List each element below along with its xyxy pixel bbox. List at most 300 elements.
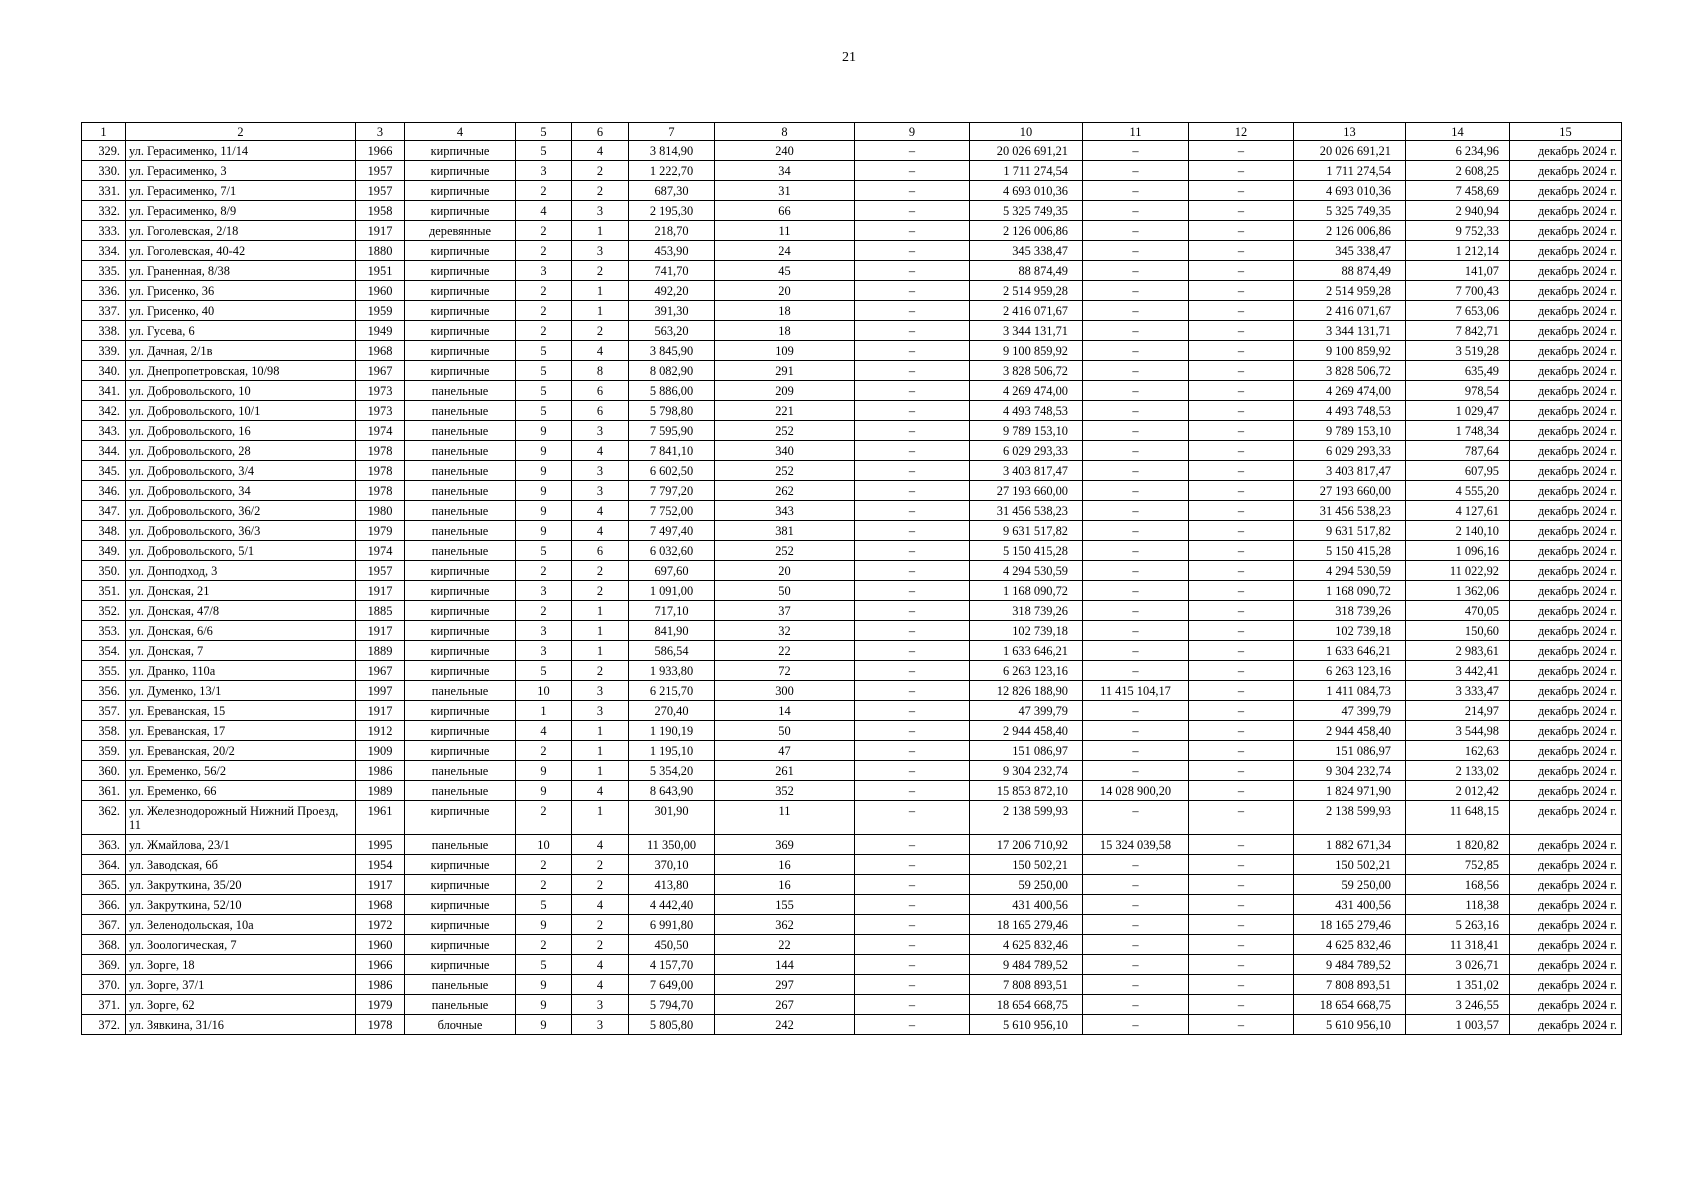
deadline-cell: декабрь 2024 г.: [1510, 521, 1622, 541]
col-9-cell: –: [855, 581, 970, 601]
col-12-cell: –: [1189, 801, 1294, 835]
year-built-cell: 1917: [356, 875, 405, 895]
address-cell: ул. Добровольского, 10: [126, 381, 356, 401]
entrances-cell: 1: [572, 741, 629, 761]
col-13-cell: 2 138 599,93: [1294, 801, 1406, 835]
floors-cell: 4: [516, 721, 572, 741]
year-built-cell: 1954: [356, 855, 405, 875]
col-9-cell: –: [855, 221, 970, 241]
wall-material-cell: кирпичные: [405, 261, 516, 281]
row-number-cell: 363.: [82, 835, 126, 855]
wall-material-cell: кирпичные: [405, 855, 516, 875]
row-number-cell: 342.: [82, 401, 126, 421]
column-header-6: 6: [572, 123, 629, 141]
col-14-cell: 4 127,61: [1406, 501, 1510, 521]
col-9-cell: –: [855, 681, 970, 701]
address-cell: ул. Железнодорожный Нижний Проезд, 11: [126, 801, 356, 835]
wall-material-cell: кирпичные: [405, 561, 516, 581]
floors-cell: 5: [516, 401, 572, 421]
row-number-cell: 350.: [82, 561, 126, 581]
entrances-cell: 8: [572, 361, 629, 381]
row-number-cell: 364.: [82, 855, 126, 875]
address-cell: ул. Добровольского, 36/2: [126, 501, 356, 521]
year-built-cell: 1917: [356, 701, 405, 721]
year-built-cell: 1958: [356, 201, 405, 221]
column-header-15: 15: [1510, 123, 1622, 141]
total-cost-cell: 18 654 668,75: [970, 995, 1083, 1015]
year-built-cell: 1974: [356, 421, 405, 441]
area-cell: 6 991,80: [629, 915, 715, 935]
floors-cell: 3: [516, 261, 572, 281]
residents-cell: 252: [715, 421, 855, 441]
col-11-cell: 11 415 104,17: [1083, 681, 1189, 701]
row-number-cell: 351.: [82, 581, 126, 601]
area-cell: 450,50: [629, 935, 715, 955]
residents-cell: 369: [715, 835, 855, 855]
col-14-cell: 3 544,98: [1406, 721, 1510, 741]
total-cost-cell: 2 126 006,86: [970, 221, 1083, 241]
column-header-12: 12: [1189, 123, 1294, 141]
wall-material-cell: кирпичные: [405, 621, 516, 641]
column-header-1: 1: [82, 123, 126, 141]
wall-material-cell: панельные: [405, 421, 516, 441]
col-12-cell: –: [1189, 561, 1294, 581]
year-built-cell: 1961: [356, 801, 405, 835]
floors-cell: 9: [516, 1015, 572, 1035]
col-14-cell: 607,95: [1406, 461, 1510, 481]
col-9-cell: –: [855, 875, 970, 895]
year-built-cell: 1978: [356, 1015, 405, 1035]
year-built-cell: 1979: [356, 995, 405, 1015]
col-9-cell: –: [855, 621, 970, 641]
col-12-cell: –: [1189, 975, 1294, 995]
entrances-cell: 4: [572, 835, 629, 855]
col-13-cell: 2 416 071,67: [1294, 301, 1406, 321]
deadline-cell: декабрь 2024 г.: [1510, 541, 1622, 561]
entrances-cell: 4: [572, 341, 629, 361]
col-11-cell: –: [1083, 601, 1189, 621]
area-cell: 717,10: [629, 601, 715, 621]
area-cell: 563,20: [629, 321, 715, 341]
area-cell: 5 886,00: [629, 381, 715, 401]
area-cell: 8 643,90: [629, 781, 715, 801]
year-built-cell: 1959: [356, 301, 405, 321]
residents-cell: 262: [715, 481, 855, 501]
residents-cell: 362: [715, 915, 855, 935]
deadline-cell: декабрь 2024 г.: [1510, 701, 1622, 721]
table-row: [82, 621, 1622, 641]
total-cost-cell: 1 633 646,21: [970, 641, 1083, 661]
area-cell: 5 798,80: [629, 401, 715, 421]
wall-material-cell: панельные: [405, 541, 516, 561]
address-cell: ул. Зорге, 62: [126, 995, 356, 1015]
col-13-cell: 3 403 817,47: [1294, 461, 1406, 481]
wall-material-cell: кирпичные: [405, 641, 516, 661]
table-row: [82, 221, 1622, 241]
address-cell: ул. Донподход, 3: [126, 561, 356, 581]
deadline-cell: декабрь 2024 г.: [1510, 221, 1622, 241]
wall-material-cell: кирпичные: [405, 801, 516, 835]
col-14-cell: 11 022,92: [1406, 561, 1510, 581]
floors-cell: 5: [516, 361, 572, 381]
area-cell: 5 354,20: [629, 761, 715, 781]
address-cell: ул. Грисенко, 40: [126, 301, 356, 321]
col-11-cell: –: [1083, 801, 1189, 835]
residents-cell: 22: [715, 935, 855, 955]
area-cell: 1 933,80: [629, 661, 715, 681]
year-built-cell: 1968: [356, 895, 405, 915]
table-row: [82, 181, 1622, 201]
col-12-cell: –: [1189, 1015, 1294, 1035]
col-11-cell: 15 324 039,58: [1083, 835, 1189, 855]
col-9-cell: –: [855, 601, 970, 621]
address-cell: ул. Зеленодольская, 10а: [126, 915, 356, 935]
column-header-2: 2: [126, 123, 356, 141]
total-cost-cell: 1 711 274,54: [970, 161, 1083, 181]
year-built-cell: 1968: [356, 341, 405, 361]
total-cost-cell: 2 138 599,93: [970, 801, 1083, 835]
col-13-cell: 102 739,18: [1294, 621, 1406, 641]
col-13-cell: 151 086,97: [1294, 741, 1406, 761]
col-9-cell: –: [855, 341, 970, 361]
floors-cell: 5: [516, 141, 572, 161]
col-12-cell: –: [1189, 281, 1294, 301]
floors-cell: 1: [516, 701, 572, 721]
area-cell: 5 794,70: [629, 995, 715, 1015]
col-14-cell: 3 442,41: [1406, 661, 1510, 681]
col-11-cell: –: [1083, 501, 1189, 521]
col-12-cell: –: [1189, 381, 1294, 401]
table-row: [82, 955, 1622, 975]
deadline-cell: декабрь 2024 г.: [1510, 855, 1622, 875]
address-cell: ул. Зоологическая, 7: [126, 935, 356, 955]
row-number-cell: 341.: [82, 381, 126, 401]
total-cost-cell: 9 484 789,52: [970, 955, 1083, 975]
col-9-cell: –: [855, 761, 970, 781]
address-cell: ул. Донская, 6/6: [126, 621, 356, 641]
col-9-cell: –: [855, 321, 970, 341]
residents-cell: 20: [715, 281, 855, 301]
col-9-cell: –: [855, 721, 970, 741]
residents-cell: 155: [715, 895, 855, 915]
residents-cell: 50: [715, 721, 855, 741]
floors-cell: 4: [516, 201, 572, 221]
entrances-cell: 2: [572, 321, 629, 341]
col-12-cell: –: [1189, 915, 1294, 935]
address-cell: ул. Добровольского, 10/1: [126, 401, 356, 421]
table-row: [82, 741, 1622, 761]
col-13-cell: 1 633 646,21: [1294, 641, 1406, 661]
entrances-cell: 4: [572, 975, 629, 995]
col-14-cell: 2 940,94: [1406, 201, 1510, 221]
table-row: [82, 141, 1622, 161]
table-row: [82, 681, 1622, 701]
wall-material-cell: панельные: [405, 521, 516, 541]
floors-cell: 2: [516, 801, 572, 835]
total-cost-cell: 150 502,21: [970, 855, 1083, 875]
column-header-13: 13: [1294, 123, 1406, 141]
row-number-cell: 331.: [82, 181, 126, 201]
row-number-cell: 357.: [82, 701, 126, 721]
col-14-cell: 11 648,15: [1406, 801, 1510, 835]
total-cost-cell: 102 739,18: [970, 621, 1083, 641]
floors-cell: 9: [516, 421, 572, 441]
wall-material-cell: панельные: [405, 781, 516, 801]
residents-cell: 18: [715, 301, 855, 321]
total-cost-cell: 9 100 859,92: [970, 341, 1083, 361]
entrances-cell: 1: [572, 301, 629, 321]
wall-material-cell: блочные: [405, 1015, 516, 1035]
total-cost-cell: 3 344 131,71: [970, 321, 1083, 341]
deadline-cell: декабрь 2024 г.: [1510, 441, 1622, 461]
row-number-cell: 337.: [82, 301, 126, 321]
col-14-cell: 150,60: [1406, 621, 1510, 641]
deadline-cell: декабрь 2024 г.: [1510, 895, 1622, 915]
year-built-cell: 1880: [356, 241, 405, 261]
total-cost-cell: 4 493 748,53: [970, 401, 1083, 421]
col-12-cell: –: [1189, 855, 1294, 875]
area-cell: 492,20: [629, 281, 715, 301]
col-9-cell: –: [855, 661, 970, 681]
col-12-cell: –: [1189, 955, 1294, 975]
row-number-cell: 359.: [82, 741, 126, 761]
entrances-cell: 3: [572, 481, 629, 501]
deadline-cell: декабрь 2024 г.: [1510, 801, 1622, 835]
col-13-cell: 31 456 538,23: [1294, 501, 1406, 521]
col-14-cell: 4 555,20: [1406, 481, 1510, 501]
col-13-cell: 431 400,56: [1294, 895, 1406, 915]
deadline-cell: декабрь 2024 г.: [1510, 501, 1622, 521]
col-11-cell: –: [1083, 361, 1189, 381]
col-14-cell: 1 362,06: [1406, 581, 1510, 601]
col-12-cell: –: [1189, 661, 1294, 681]
col-14-cell: 2 140,10: [1406, 521, 1510, 541]
col-11-cell: –: [1083, 401, 1189, 421]
table-row: [82, 201, 1622, 221]
col-14-cell: 1 003,57: [1406, 1015, 1510, 1035]
deadline-cell: декабрь 2024 г.: [1510, 601, 1622, 621]
wall-material-cell: кирпичные: [405, 321, 516, 341]
area-cell: 5 805,80: [629, 1015, 715, 1035]
wall-material-cell: кирпичные: [405, 601, 516, 621]
col-11-cell: –: [1083, 161, 1189, 181]
table-row: [82, 381, 1622, 401]
area-cell: 687,30: [629, 181, 715, 201]
deadline-cell: декабрь 2024 г.: [1510, 955, 1622, 975]
col-11-cell: –: [1083, 421, 1189, 441]
entrances-cell: 1: [572, 601, 629, 621]
total-cost-cell: 5 325 749,35: [970, 201, 1083, 221]
address-cell: ул. Грисенко, 36: [126, 281, 356, 301]
col-13-cell: 6 029 293,33: [1294, 441, 1406, 461]
col-12-cell: –: [1189, 601, 1294, 621]
entrances-cell: 2: [572, 915, 629, 935]
address-cell: ул. Добровольского, 36/3: [126, 521, 356, 541]
total-cost-cell: 12 826 188,90: [970, 681, 1083, 701]
table-row: [82, 321, 1622, 341]
wall-material-cell: панельные: [405, 995, 516, 1015]
wall-material-cell: кирпичные: [405, 361, 516, 381]
residents-cell: 300: [715, 681, 855, 701]
row-number-cell: 355.: [82, 661, 126, 681]
row-number-cell: 334.: [82, 241, 126, 261]
table-row: [82, 895, 1622, 915]
col-13-cell: 9 484 789,52: [1294, 955, 1406, 975]
deadline-cell: декабрь 2024 г.: [1510, 915, 1622, 935]
entrances-cell: 4: [572, 441, 629, 461]
area-cell: 7 595,90: [629, 421, 715, 441]
col-9-cell: –: [855, 441, 970, 461]
table-row: [82, 801, 1622, 835]
col-11-cell: –: [1083, 621, 1189, 641]
column-header-4: 4: [405, 123, 516, 141]
col-12-cell: –: [1189, 835, 1294, 855]
wall-material-cell: деревянные: [405, 221, 516, 241]
address-cell: ул. Дачная, 2/1в: [126, 341, 356, 361]
year-built-cell: 1917: [356, 581, 405, 601]
floors-cell: 3: [516, 621, 572, 641]
area-cell: 586,54: [629, 641, 715, 661]
year-built-cell: 1986: [356, 761, 405, 781]
col-11-cell: –: [1083, 641, 1189, 661]
col-12-cell: –: [1189, 201, 1294, 221]
table-row: [82, 855, 1622, 875]
col-12-cell: –: [1189, 995, 1294, 1015]
wall-material-cell: кирпичные: [405, 935, 516, 955]
entrances-cell: 1: [572, 281, 629, 301]
floors-cell: 9: [516, 761, 572, 781]
residents-cell: 47: [715, 741, 855, 761]
residents-cell: 50: [715, 581, 855, 601]
area-cell: 7 752,00: [629, 501, 715, 521]
col-14-cell: 1 212,14: [1406, 241, 1510, 261]
residents-cell: 252: [715, 461, 855, 481]
residents-cell: 261: [715, 761, 855, 781]
entrances-cell: 4: [572, 501, 629, 521]
residents-cell: 381: [715, 521, 855, 541]
deadline-cell: декабрь 2024 г.: [1510, 401, 1622, 421]
col-14-cell: 6 234,96: [1406, 141, 1510, 161]
wall-material-cell: кирпичные: [405, 661, 516, 681]
row-number-cell: 352.: [82, 601, 126, 621]
col-9-cell: –: [855, 781, 970, 801]
col-11-cell: –: [1083, 875, 1189, 895]
year-built-cell: 1885: [356, 601, 405, 621]
table-row: [82, 995, 1622, 1015]
entrances-cell: 2: [572, 875, 629, 895]
deadline-cell: декабрь 2024 г.: [1510, 581, 1622, 601]
table-body: [82, 123, 1622, 1035]
col-9-cell: –: [855, 975, 970, 995]
entrances-cell: 3: [572, 201, 629, 221]
wall-material-cell: кирпичные: [405, 341, 516, 361]
col-9-cell: –: [855, 141, 970, 161]
total-cost-cell: 88 874,49: [970, 261, 1083, 281]
col-9-cell: –: [855, 301, 970, 321]
deadline-cell: декабрь 2024 г.: [1510, 241, 1622, 261]
wall-material-cell: кирпичные: [405, 721, 516, 741]
deadline-cell: декабрь 2024 г.: [1510, 761, 1622, 781]
total-cost-cell: 2 514 959,28: [970, 281, 1083, 301]
entrances-cell: 2: [572, 581, 629, 601]
wall-material-cell: панельные: [405, 381, 516, 401]
deadline-cell: декабрь 2024 г.: [1510, 681, 1622, 701]
entrances-cell: 6: [572, 381, 629, 401]
entrances-cell: 6: [572, 541, 629, 561]
col-13-cell: 20 026 691,21: [1294, 141, 1406, 161]
col-14-cell: 7 842,71: [1406, 321, 1510, 341]
column-header-11: 11: [1083, 123, 1189, 141]
column-header-8: 8: [715, 123, 855, 141]
total-cost-cell: 18 165 279,46: [970, 915, 1083, 935]
col-12-cell: –: [1189, 181, 1294, 201]
entrances-cell: 3: [572, 241, 629, 261]
col-12-cell: –: [1189, 141, 1294, 161]
wall-material-cell: кирпичные: [405, 201, 516, 221]
col-12-cell: –: [1189, 681, 1294, 701]
table-row: [82, 441, 1622, 461]
col-9-cell: –: [855, 501, 970, 521]
year-built-cell: 1978: [356, 461, 405, 481]
deadline-cell: декабрь 2024 г.: [1510, 261, 1622, 281]
area-cell: 11 350,00: [629, 835, 715, 855]
area-cell: 301,90: [629, 801, 715, 835]
floors-cell: 5: [516, 895, 572, 915]
entrances-cell: 4: [572, 781, 629, 801]
wall-material-cell: кирпичные: [405, 895, 516, 915]
col-12-cell: –: [1189, 741, 1294, 761]
area-cell: 741,70: [629, 261, 715, 281]
table-row: [82, 281, 1622, 301]
total-cost-cell: 318 739,26: [970, 601, 1083, 621]
area-cell: 8 082,90: [629, 361, 715, 381]
deadline-cell: декабрь 2024 г.: [1510, 281, 1622, 301]
row-number-cell: 336.: [82, 281, 126, 301]
col-12-cell: –: [1189, 401, 1294, 421]
col-14-cell: 2 983,61: [1406, 641, 1510, 661]
wall-material-cell: панельные: [405, 681, 516, 701]
row-number-cell: 329.: [82, 141, 126, 161]
deadline-cell: декабрь 2024 г.: [1510, 835, 1622, 855]
col-12-cell: –: [1189, 421, 1294, 441]
year-built-cell: 1979: [356, 521, 405, 541]
address-cell: ул. Добровольского, 16: [126, 421, 356, 441]
entrances-cell: 2: [572, 935, 629, 955]
wall-material-cell: кирпичные: [405, 741, 516, 761]
address-cell: ул. Гоголевская, 2/18: [126, 221, 356, 241]
total-cost-cell: 9 631 517,82: [970, 521, 1083, 541]
total-cost-cell: 2 944 458,40: [970, 721, 1083, 741]
col-9-cell: –: [855, 701, 970, 721]
table-row: [82, 501, 1622, 521]
address-cell: ул. Герасименко, 3: [126, 161, 356, 181]
row-number-cell: 346.: [82, 481, 126, 501]
column-header-14: 14: [1406, 123, 1510, 141]
floors-cell: 2: [516, 561, 572, 581]
col-9-cell: –: [855, 381, 970, 401]
col-13-cell: 3 828 506,72: [1294, 361, 1406, 381]
col-11-cell: –: [1083, 581, 1189, 601]
col-13-cell: 5 610 956,10: [1294, 1015, 1406, 1035]
table-row: [82, 301, 1622, 321]
row-number-cell: 366.: [82, 895, 126, 915]
col-14-cell: 5 263,16: [1406, 915, 1510, 935]
total-cost-cell: 1 168 090,72: [970, 581, 1083, 601]
floors-cell: 3: [516, 641, 572, 661]
col-9-cell: –: [855, 915, 970, 935]
area-cell: 7 797,20: [629, 481, 715, 501]
year-built-cell: 1973: [356, 381, 405, 401]
